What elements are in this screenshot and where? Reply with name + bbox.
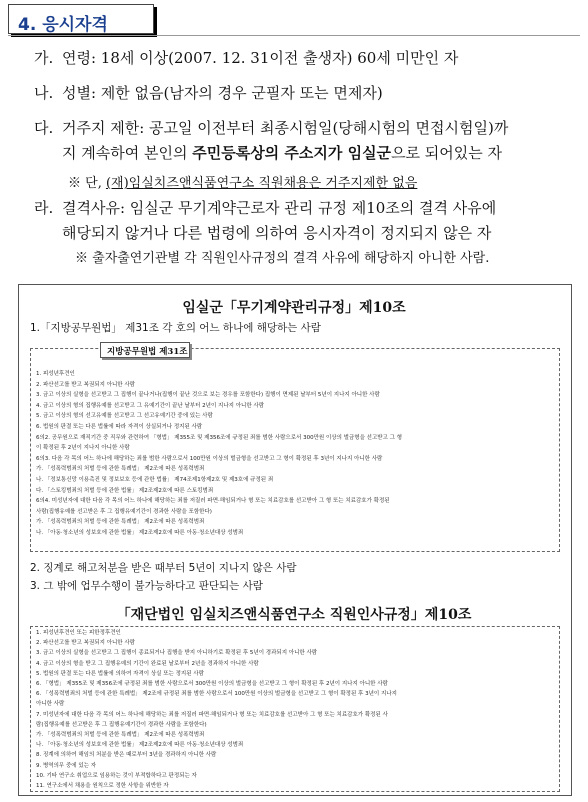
reg10-line: 7. 미성년자에 대한 다음 각 목의 어느 하나에 해당하는 죄를 저질러 파면·해임되거나 형 또는 치료감호를 선고받아 그 형 또는 치료감호가 확정된 사 bbox=[36, 711, 388, 718]
item-age bbox=[34, 48, 574, 69]
law31-line: 다. 「스토킹범죄의 처벌 등에 관한 법률」 제2조제2호에 따른 스토킹범죄 bbox=[36, 487, 214, 494]
item-text: 성별: 제한 없음(남자의 경우 군필자 또는 면제자) bbox=[62, 84, 383, 102]
item-disqualification bbox=[34, 198, 574, 219]
disqualification-note: ※ 출자출연기관별 각 직원인사규정의 결격 사유에 해당하지 아니한 사람. bbox=[75, 251, 490, 266]
item-residence bbox=[34, 118, 574, 139]
law31-line: 사람(집행유예를 선고받은 후 그 집행유예기간이 경과한 사람을 포함한다) bbox=[36, 508, 212, 515]
item-mark: 다. bbox=[34, 119, 54, 137]
reg10-line: 2. 파산선고를 받고 복권되지 아니한 사람 bbox=[36, 640, 135, 647]
reg10-line: 3. 금고 이상의 실형을 선고받고 그 집행이 종료되거나 집행을 받지 아니하기로 확정된 후 5년이 경과되지 아니한 사람 bbox=[36, 650, 318, 657]
item-gender bbox=[34, 83, 574, 104]
reg10-line: 6. 「형법」 제355조 및 제356조에 규정된 죄를 범한 사람으로서 300만원 이상의 벌금형을 선고받고 그 형이 확정된 후 2년이 지나지 아니한 사람 bbox=[36, 681, 388, 687]
law-31-title: 지방공무원법 제31조 bbox=[100, 342, 190, 358]
law31-line: 2. 파산선고를 받고 복권되지 아니한 사람 bbox=[36, 381, 135, 388]
law31-line: 6의4. 미성년자에 대한 다음 각 목의 어느 하나에 해당하는 죄를 저질러 파면·해임되거나 형 또는 치료감호를 선고받아 그 형 또는 치료감호가 확정된 bbox=[36, 498, 390, 505]
item-disqualification-cont: 해당되지 않거나 다른 법령에 의하여 응시자격이 정지되지 않은 자 bbox=[62, 224, 492, 242]
reg10-line: 나. 「아동·청소년의 성보호에 관한 법률」 제2조제2호에 따른 아동·청소년대상 성범죄 bbox=[36, 742, 244, 749]
regulation-title-1: 임실군「무기계약관리규정」제10조 bbox=[182, 300, 406, 316]
reg10-line: 람(집행유예를 선고받은 후 그 집행유예기간이 경과한 사람을 포함한다) bbox=[36, 721, 207, 728]
law31-line: 6. 법원의 판결 또는 다른 법률에 따라 자격이 상실되거나 정지된 사람 bbox=[36, 424, 203, 430]
cont-text: 으로 되어있는 자 bbox=[391, 144, 503, 162]
reg10-line: 11. 연구소에서 채용을 원칙으로 정한 사항을 위반한 자 bbox=[36, 783, 169, 789]
law31-line: 이 확정된 후 2년이 지나지 아니한 사람 bbox=[36, 445, 130, 452]
section-title: 4. 응시자격 bbox=[8, 4, 154, 34]
regulation-line-3: 3. 그 밖에 업무수행이 불가능하다고 판단되는 사람 bbox=[30, 580, 263, 592]
residence-note bbox=[68, 172, 417, 191]
law31-line: 1. 피성년후견인 bbox=[36, 371, 75, 377]
reg10-line: 4. 금고 이상의 형을 받고 그 집행유예의 기간이 완료된 날로부터 2년을 경과하지 아니한 사람 bbox=[36, 660, 259, 667]
reg10-line: 가. 「성폭력범죄의 처벌 등에 관한 특례법」 제2조에 따른 성폭력범죄 bbox=[36, 732, 205, 738]
law31-line: 가. 「성폭력범죄의 처벌 등에 관한 특례법」 제2조에 따른 성폭력범죄 bbox=[36, 519, 205, 526]
reg10-line: 5. 법원의 판결 또는 다른 법률에 의하여 자격이 상실 또는 정지된 사람 bbox=[36, 670, 204, 677]
reg10-line: 1. 피성년후견인 또는 피한정후견인 bbox=[36, 630, 121, 636]
regulation-title-2: 「재단법인 임실치즈앤식품연구소 직원인사규정」제10조 bbox=[116, 607, 472, 623]
reg10-line: 10. 기타 연구소 취업으로 임용하는 것이 부적합하다고 판정되는 자 bbox=[36, 772, 197, 779]
reg10-line: 9. 병역의무 중에 있는 자 bbox=[36, 762, 97, 769]
law31-line: 3. 금고 이상의 실형을 선고받고 그 집행이 끝나거나(집행이 끝난 것으로 보는 경우를 포함한다) 집행이 면제된 날부터 5년이 지나지 아니한 사람 bbox=[36, 392, 380, 399]
law31-line: 나. 「정보통신망 이용촉진 및 정보보호 등에 관한 법률」 제74조제1항제2호 및 제3호에 규정된 죄 bbox=[36, 477, 274, 483]
item-residence-cont bbox=[62, 142, 502, 163]
reg10-line: 6. 「성폭력범죄의 처벌 등에 관한 특례법」 제2조에 규정된 죄를 범한 사람으로서 100만원 이상의 벌금형을 선고받고 그 형이 확정된 후 3년이 지나지 bbox=[36, 691, 397, 698]
law31-line: 가. 「성폭력범죄의 처벌 등에 관한 특례법」 제2조에 따른 성폭력범죄 bbox=[36, 466, 205, 473]
item-mark: 라. bbox=[34, 199, 54, 217]
note-prefix: ※ 단, bbox=[68, 176, 106, 191]
law31-line: 6의3. 다음 각 목의 어느 하나에 해당하는 죄를 범한 사람으로서 100만원 이상의 벌금형을 선고받고 그 형이 확정된 후 3년이 지나지 아니한 사람 bbox=[36, 455, 383, 462]
item-text: 결격사유: 임실군 무기계약근로자 관리 규정 제10조의 결격 사유에 bbox=[62, 199, 497, 217]
law31-line: 6의2. 공무원으로 재직기간 중 직무와 관련하여 「형법」 제355조 및 제356조에 규정된 죄를 범한 사람으로서 300만원 이상의 벌금형을 선고받고 그 형 bbox=[36, 434, 403, 441]
cont-text: 지 계속하여 본인의 bbox=[62, 144, 193, 162]
law31-line: 나. 「아동·청소년의 성보호에 관한 법률」 제2조제2호에 따른 아동·청소년대상 성범죄 bbox=[36, 530, 244, 536]
item-mark: 가. bbox=[34, 49, 54, 67]
reg10-line: 아니한 사람 bbox=[36, 701, 65, 708]
note-underlined: (재)임실치즈앤식품연구소 직원채용은 거주지제한 없음 bbox=[105, 176, 418, 191]
law31-line: 4. 금고 이상의 형의 집행유예를 선고받고 그 유예기간이 끝난 날부터 2년이 지나지 아니한 사람 bbox=[36, 402, 265, 409]
reg10-line: 8. 징계에 의하여 해임의 처분을 받은 때로부터 3년을 경과하지 아니한 사람 bbox=[36, 752, 217, 759]
emphasis-text: 주민등록상의 주소지가 임실군 bbox=[192, 144, 392, 162]
item-text: 거주지 제한: 공고일 이전부터 최종시험일(당해시험의 면접시험일)까 bbox=[62, 119, 509, 137]
regulation-line-1: 1.「지방공무원법」 제31조 각 호의 어느 하나에 해당하는 사람 bbox=[30, 322, 321, 334]
regulation-line-2: 2. 징계로 해고처분을 받은 때부터 5년이 지나지 않은 사람 bbox=[30, 562, 297, 574]
section-divider bbox=[8, 35, 580, 36]
item-text: 연령: 18세 이상(2007. 12. 31이전 출생자) 60세 미만인 자 bbox=[62, 49, 459, 67]
law31-line: 5. 금고 이상의 형의 선고유예를 선고받고 그 선고유예기간 중에 있는 사람 bbox=[36, 413, 213, 420]
item-mark: 나. bbox=[34, 84, 54, 102]
